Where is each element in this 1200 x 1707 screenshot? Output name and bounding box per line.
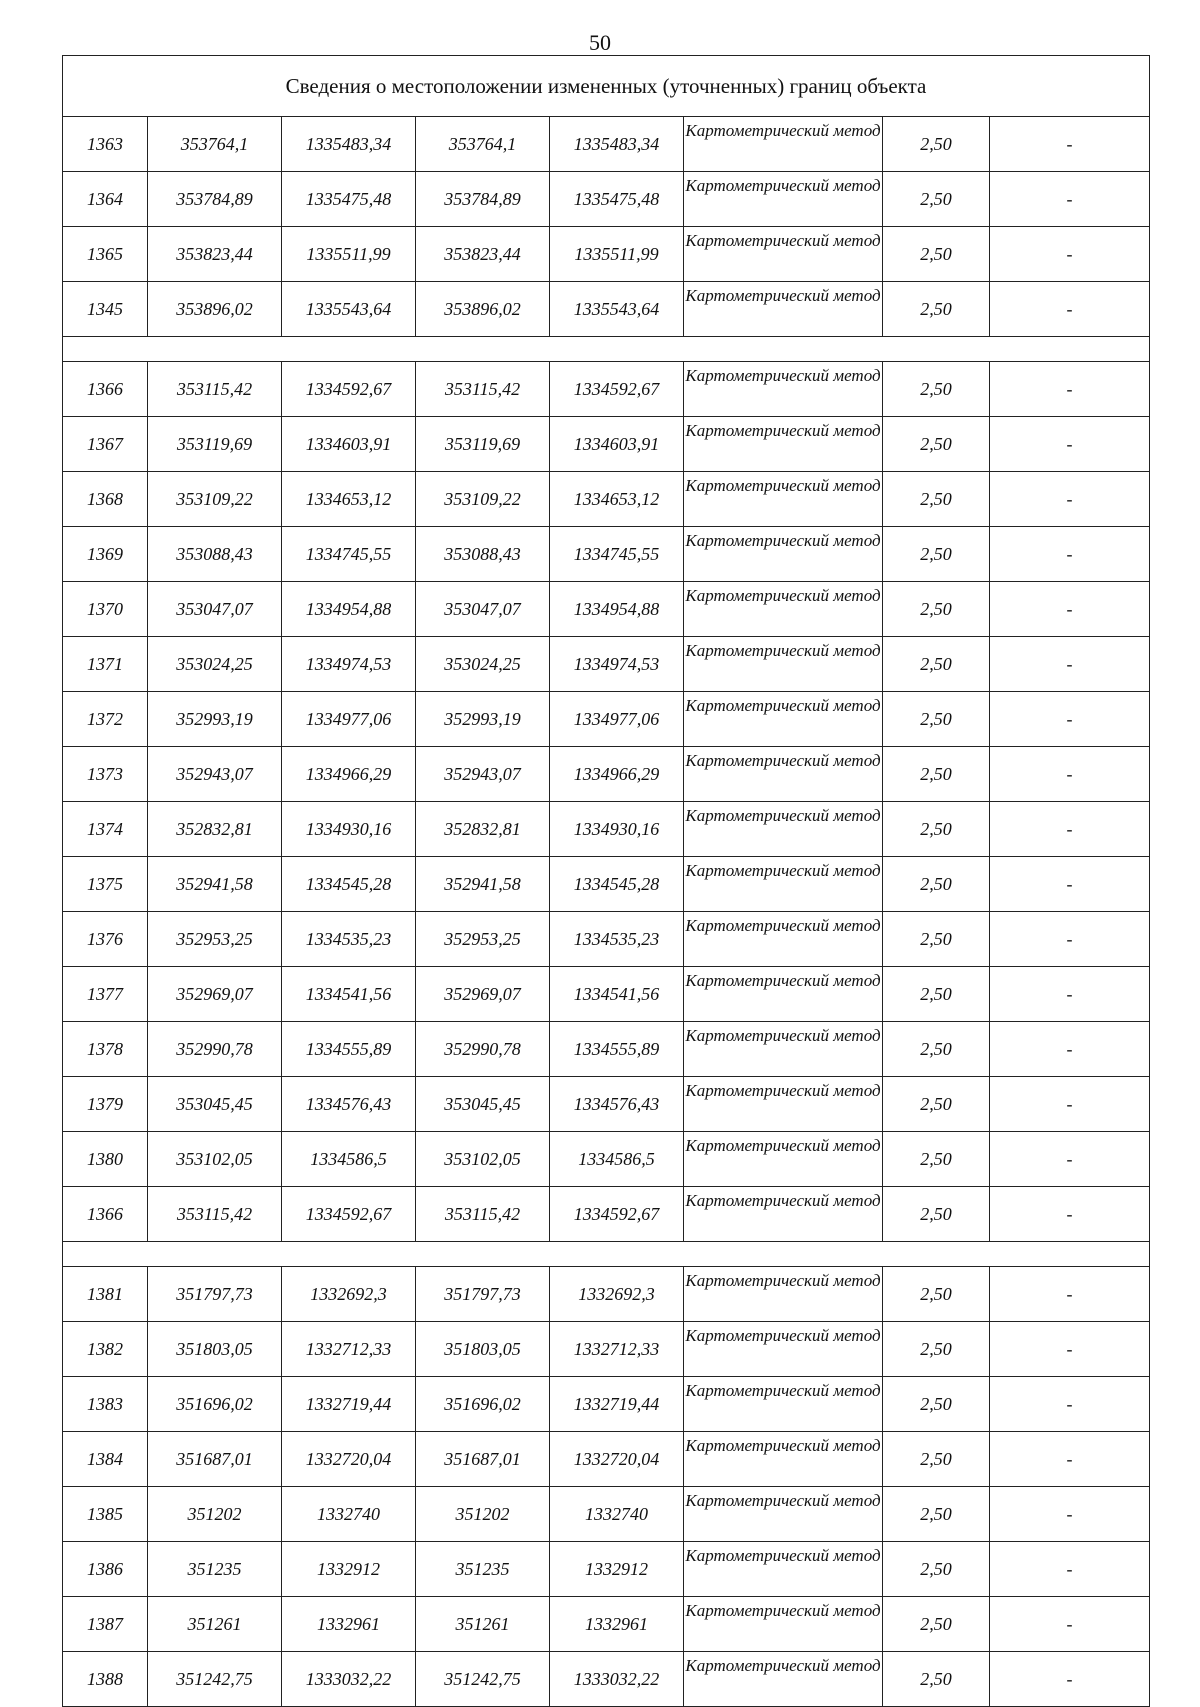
page-number: 50 [589,30,611,55]
method-cell: Картометрический метод [684,692,883,747]
x-existing-cell: 352993,19 [148,692,282,747]
method-cell: Картометрический метод [684,1597,883,1652]
table-row [63,227,1150,282]
table-row [63,692,1150,747]
table-row [63,637,1150,692]
accuracy-cell: 2,50 [883,472,990,527]
table-row [63,362,1150,417]
x-existing-cell: 351242,75 [148,1652,282,1707]
point-number-cell: 1374 [63,802,148,857]
x-refined-cell: 352943,07 [416,747,550,802]
y-refined-cell: 1334930,16 [550,802,684,857]
table-row [63,1652,1150,1707]
y-refined-cell: 1334592,67 [550,362,684,417]
note-cell: - [990,172,1150,227]
x-refined-cell: 352832,81 [416,802,550,857]
table-row [63,1487,1150,1542]
accuracy-cell: 2,50 [883,1542,990,1597]
table-header-row [63,56,1150,117]
x-existing-cell: 353088,43 [148,527,282,582]
x-existing-cell: 353024,25 [148,637,282,692]
method-cell: Картометрический метод [684,747,883,802]
x-existing-cell: 351696,02 [148,1377,282,1432]
point-number-cell: 1366 [63,362,148,417]
table-row [63,1132,1150,1187]
x-existing-cell: 352953,25 [148,912,282,967]
x-refined-cell: 352941,58 [416,857,550,912]
table-row [63,1077,1150,1132]
y-refined-cell: 1334745,55 [550,527,684,582]
table-row [63,117,1150,172]
x-refined-cell: 351797,73 [416,1267,550,1322]
point-number-cell: 1387 [63,1597,148,1652]
x-existing-cell: 353119,69 [148,417,282,472]
table-row [63,472,1150,527]
note-cell: - [990,1022,1150,1077]
method-cell: Картометрический метод [684,1377,883,1432]
accuracy-cell: 2,50 [883,692,990,747]
accuracy-cell: 2,50 [883,1322,990,1377]
point-number-cell: 1363 [63,117,148,172]
y-refined-cell: 1334545,28 [550,857,684,912]
point-number-cell: 1370 [63,582,148,637]
y-existing-cell: 1334745,55 [282,527,416,582]
group-separator-row [63,337,1150,362]
method-cell: Картометрический метод [684,362,883,417]
point-number-cell: 1369 [63,527,148,582]
y-refined-cell: 1334586,5 [550,1132,684,1187]
x-existing-cell: 351235 [148,1542,282,1597]
point-number-cell: 1364 [63,172,148,227]
y-refined-cell: 1334603,91 [550,417,684,472]
y-existing-cell: 1335543,64 [282,282,416,337]
method-cell: Картометрический метод [684,1322,883,1377]
x-existing-cell: 353109,22 [148,472,282,527]
method-cell: Картометрический метод [684,967,883,1022]
note-cell: - [990,1597,1150,1652]
y-refined-cell: 1334576,43 [550,1077,684,1132]
y-existing-cell: 1335475,48 [282,172,416,227]
point-number-cell: 1377 [63,967,148,1022]
method-cell: Картометрический метод [684,417,883,472]
x-existing-cell: 352941,58 [148,857,282,912]
table-row [63,282,1150,337]
x-existing-cell: 351797,73 [148,1267,282,1322]
note-cell: - [990,1267,1150,1322]
method-cell: Картометрический метод [684,1132,883,1187]
y-refined-cell: 1333032,22 [550,1652,684,1707]
note-cell: - [990,967,1150,1022]
x-refined-cell: 353045,45 [416,1077,550,1132]
method-cell: Картометрический метод [684,582,883,637]
x-refined-cell: 351261 [416,1597,550,1652]
table-row [63,417,1150,472]
x-refined-cell: 352993,19 [416,692,550,747]
note-cell: - [990,747,1150,802]
x-refined-cell: 351202 [416,1487,550,1542]
table-row [63,1267,1150,1322]
x-refined-cell: 353115,42 [416,362,550,417]
x-refined-cell: 353823,44 [416,227,550,282]
point-number-cell: 1375 [63,857,148,912]
y-refined-cell: 1334535,23 [550,912,684,967]
point-number-cell: 1378 [63,1022,148,1077]
x-refined-cell: 353119,69 [416,417,550,472]
accuracy-cell: 2,50 [883,1077,990,1132]
y-existing-cell: 1335483,34 [282,117,416,172]
point-number-cell: 1380 [63,1132,148,1187]
x-existing-cell: 351202 [148,1487,282,1542]
note-cell: - [990,227,1150,282]
method-cell: Картометрический метод [684,1432,883,1487]
accuracy-cell: 2,50 [883,582,990,637]
table-row [63,1432,1150,1487]
x-existing-cell: 353115,42 [148,1187,282,1242]
y-existing-cell: 1334966,29 [282,747,416,802]
table-row [63,857,1150,912]
point-number-cell: 1373 [63,747,148,802]
note-cell: - [990,1187,1150,1242]
x-refined-cell: 353102,05 [416,1132,550,1187]
y-refined-cell: 1335511,99 [550,227,684,282]
method-cell: Картометрический метод [684,1187,883,1242]
y-refined-cell: 1334541,56 [550,967,684,1022]
table-row [63,1597,1150,1652]
note-cell: - [990,692,1150,747]
y-existing-cell: 1334954,88 [282,582,416,637]
accuracy-cell: 2,50 [883,172,990,227]
y-existing-cell: 1334974,53 [282,637,416,692]
table-row [63,912,1150,967]
point-number-cell: 1367 [63,417,148,472]
note-cell: - [990,472,1150,527]
y-existing-cell: 1332720,04 [282,1432,416,1487]
table-row [63,1377,1150,1432]
accuracy-cell: 2,50 [883,857,990,912]
x-existing-cell: 353823,44 [148,227,282,282]
method-cell: Картометрический метод [684,1077,883,1132]
x-existing-cell: 353045,45 [148,1077,282,1132]
x-existing-cell: 351261 [148,1597,282,1652]
note-cell: - [990,1432,1150,1487]
point-number-cell: 1376 [63,912,148,967]
table-row [63,1542,1150,1597]
boundary-coordinates-table [62,55,1150,1707]
method-cell: Картометрический метод [684,1267,883,1322]
point-number-cell: 1385 [63,1487,148,1542]
point-number-cell: 1379 [63,1077,148,1132]
accuracy-cell: 2,50 [883,1267,990,1322]
accuracy-cell: 2,50 [883,967,990,1022]
y-refined-cell: 1332961 [550,1597,684,1652]
table-row [63,747,1150,802]
accuracy-cell: 2,50 [883,1432,990,1487]
table-row [63,527,1150,582]
x-existing-cell: 353896,02 [148,282,282,337]
y-refined-cell: 1332720,04 [550,1432,684,1487]
y-refined-cell: 1332740 [550,1487,684,1542]
table-row [63,1022,1150,1077]
accuracy-cell: 2,50 [883,747,990,802]
y-existing-cell: 1332719,44 [282,1377,416,1432]
x-refined-cell: 353109,22 [416,472,550,527]
x-refined-cell: 353024,25 [416,637,550,692]
x-refined-cell: 351687,01 [416,1432,550,1487]
x-existing-cell: 353047,07 [148,582,282,637]
y-refined-cell: 1332692,3 [550,1267,684,1322]
accuracy-cell: 2,50 [883,912,990,967]
x-refined-cell: 351235 [416,1542,550,1597]
method-cell: Картометрический метод [684,227,883,282]
point-number-cell: 1388 [63,1652,148,1707]
x-existing-cell: 352990,78 [148,1022,282,1077]
y-refined-cell: 1332719,44 [550,1377,684,1432]
method-cell: Картометрический метод [684,912,883,967]
y-existing-cell: 1334592,67 [282,1187,416,1242]
x-refined-cell: 353784,89 [416,172,550,227]
method-cell: Картометрический метод [684,1542,883,1597]
note-cell: - [990,282,1150,337]
x-refined-cell: 353115,42 [416,1187,550,1242]
y-existing-cell: 1334576,43 [282,1077,416,1132]
x-existing-cell: 351803,05 [148,1322,282,1377]
x-existing-cell: 352969,07 [148,967,282,1022]
note-cell: - [990,857,1150,912]
table-row [63,967,1150,1022]
y-existing-cell: 1334603,91 [282,417,416,472]
y-refined-cell: 1334555,89 [550,1022,684,1077]
y-existing-cell: 1334586,5 [282,1132,416,1187]
y-existing-cell: 1334977,06 [282,692,416,747]
table-row [63,802,1150,857]
y-refined-cell: 1332912 [550,1542,684,1597]
x-existing-cell: 353764,1 [148,117,282,172]
y-refined-cell: 1334966,29 [550,747,684,802]
method-cell: Картометрический метод [684,802,883,857]
method-cell: Картометрический метод [684,172,883,227]
note-cell: - [990,1322,1150,1377]
accuracy-cell: 2,50 [883,1187,990,1242]
x-existing-cell: 352943,07 [148,747,282,802]
note-cell: - [990,1077,1150,1132]
method-cell: Картометрический метод [684,1652,883,1707]
table-body [63,56,1150,1707]
x-refined-cell: 352969,07 [416,967,550,1022]
note-cell: - [990,802,1150,857]
y-refined-cell: 1335475,48 [550,172,684,227]
y-existing-cell: 1332712,33 [282,1322,416,1377]
note-cell: - [990,912,1150,967]
point-number-cell: 1381 [63,1267,148,1322]
note-cell: - [990,1132,1150,1187]
note-cell: - [990,1652,1150,1707]
point-number-cell: 1384 [63,1432,148,1487]
table-row [63,172,1150,227]
method-cell: Картометрический метод [684,1022,883,1077]
x-refined-cell: 351242,75 [416,1652,550,1707]
accuracy-cell: 2,50 [883,1377,990,1432]
y-refined-cell: 1334653,12 [550,472,684,527]
y-existing-cell: 1332740 [282,1487,416,1542]
group-separator-cell [63,337,1150,362]
method-cell: Картометрический метод [684,857,883,912]
x-refined-cell: 352953,25 [416,912,550,967]
method-cell: Картометрический метод [684,527,883,582]
group-separator-row [63,1242,1150,1267]
x-existing-cell: 351687,01 [148,1432,282,1487]
y-existing-cell: 1334555,89 [282,1022,416,1077]
accuracy-cell: 2,50 [883,1487,990,1542]
x-existing-cell: 353784,89 [148,172,282,227]
accuracy-cell: 2,50 [883,802,990,857]
point-number-cell: 1372 [63,692,148,747]
y-existing-cell: 1334930,16 [282,802,416,857]
y-existing-cell: 1332692,3 [282,1267,416,1322]
x-refined-cell: 353088,43 [416,527,550,582]
accuracy-cell: 2,50 [883,637,990,692]
note-cell: - [990,362,1150,417]
y-existing-cell: 1334653,12 [282,472,416,527]
note-cell: - [990,1487,1150,1542]
y-existing-cell: 1332912 [282,1542,416,1597]
x-refined-cell: 351803,05 [416,1322,550,1377]
point-number-cell: 1371 [63,637,148,692]
accuracy-cell: 2,50 [883,1597,990,1652]
note-cell: - [990,527,1150,582]
x-existing-cell: 352832,81 [148,802,282,857]
point-number-cell: 1383 [63,1377,148,1432]
accuracy-cell: 2,50 [883,1132,990,1187]
note-cell: - [990,417,1150,472]
x-refined-cell: 353896,02 [416,282,550,337]
accuracy-cell: 2,50 [883,1652,990,1707]
y-refined-cell: 1334592,67 [550,1187,684,1242]
accuracy-cell: 2,50 [883,417,990,472]
method-cell: Картометрический метод [684,1487,883,1542]
table-title: Сведения о местоположении измененных (уточненных) границ объекта [63,56,1150,117]
y-existing-cell: 1334535,23 [282,912,416,967]
y-refined-cell: 1334977,06 [550,692,684,747]
table-row [63,1187,1150,1242]
point-number-cell: 1382 [63,1322,148,1377]
accuracy-cell: 2,50 [883,527,990,582]
method-cell: Картометрический метод [684,117,883,172]
y-refined-cell: 1335543,64 [550,282,684,337]
method-cell: Картометрический метод [684,282,883,337]
accuracy-cell: 2,50 [883,117,990,172]
y-existing-cell: 1334541,56 [282,967,416,1022]
y-existing-cell: 1332961 [282,1597,416,1652]
x-existing-cell: 353102,05 [148,1132,282,1187]
x-refined-cell: 353047,07 [416,582,550,637]
y-existing-cell: 1333032,22 [282,1652,416,1707]
point-number-cell: 1365 [63,227,148,282]
y-existing-cell: 1334592,67 [282,362,416,417]
y-refined-cell: 1332712,33 [550,1322,684,1377]
x-existing-cell: 353115,42 [148,362,282,417]
note-cell: - [990,582,1150,637]
method-cell: Картометрический метод [684,637,883,692]
accuracy-cell: 2,50 [883,227,990,282]
table-row [63,1322,1150,1377]
accuracy-cell: 2,50 [883,362,990,417]
point-number-cell: 1366 [63,1187,148,1242]
group-separator-cell [63,1242,1150,1267]
x-refined-cell: 353764,1 [416,117,550,172]
y-refined-cell: 1335483,34 [550,117,684,172]
note-cell: - [990,637,1150,692]
table-row [63,582,1150,637]
note-cell: - [990,1542,1150,1597]
method-cell: Картометрический метод [684,472,883,527]
point-number-cell: 1386 [63,1542,148,1597]
note-cell: - [990,1377,1150,1432]
x-refined-cell: 351696,02 [416,1377,550,1432]
point-number-cell: 1345 [63,282,148,337]
y-existing-cell: 1334545,28 [282,857,416,912]
note-cell: - [990,117,1150,172]
accuracy-cell: 2,50 [883,1022,990,1077]
y-refined-cell: 1334974,53 [550,637,684,692]
x-refined-cell: 352990,78 [416,1022,550,1077]
y-existing-cell: 1335511,99 [282,227,416,282]
accuracy-cell: 2,50 [883,282,990,337]
point-number-cell: 1368 [63,472,148,527]
y-refined-cell: 1334954,88 [550,582,684,637]
